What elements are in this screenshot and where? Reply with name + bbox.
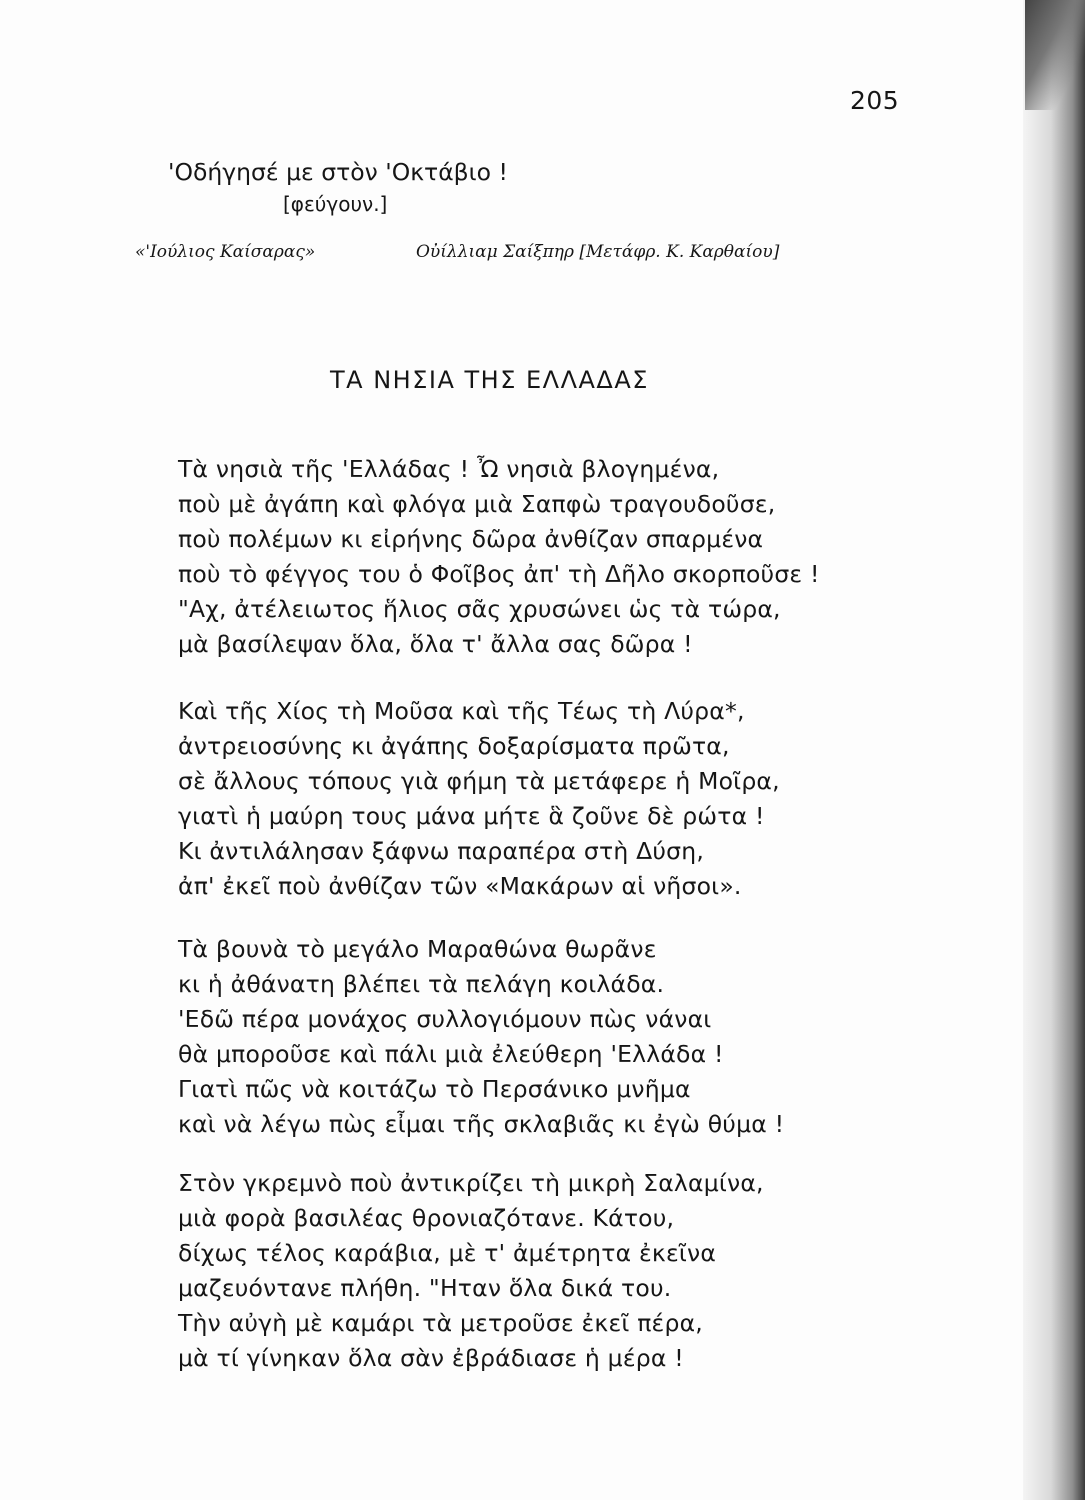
verse-line: Στὸν γκρεμνὸ ποὺ ἀντικρίζει τὴ μικρὴ Σαλαμίνα, [178, 1169, 764, 1197]
epigraph-line: 'Οδήγησέ με στὸν 'Οκτάβιο ! [168, 158, 508, 186]
verse-line: ἀπ' ἐκεῖ ποὺ ἀνθίζαν τῶν «Μακάρων αἱ νῆσοι». [178, 872, 742, 900]
verse-line: μὰ τί γίνηκαν ὅλα σὰν ἐβράδιασε ἡ μέρα ! [178, 1344, 684, 1372]
verse-line: Κι ἀντιλάλησαν ξάφνω παραπέρα στὴ Δύση, [178, 837, 705, 865]
poem-stanza [178, 694, 780, 904]
attribution-author: Οὐίλλιαμ Σαίξπηρ [Μετάφρ. Κ. Καρθαίου] [416, 242, 780, 262]
verse-line: ἀντρειοσύνης κι ἀγάπης δοξαρίσματα πρῶτα, [178, 732, 730, 760]
verse-line: μὰ βασίλεψαν ὅλα, ὅλα τ' ἄλλα σας δῶρα ! [178, 630, 693, 658]
verse-line: ποὺ πολέμων κι εἰρήνης δῶρα ἀνθίζαν σπαρμένα [178, 525, 764, 553]
poem-stanza [178, 1166, 764, 1376]
verse-line: "Αχ, ἀτέλειωτος ἥλιος σᾶς χρυσώνει ὡς τὰ τώρα, [178, 595, 781, 623]
poem-title: ΤΑ ΝΗΣΙΑ ΤΗΣ ΕΛΛΑΔΑΣ [330, 366, 649, 394]
verse-line: Τὴν αὐγὴ μὲ καμάρι τὰ μετροῦσε ἐκεῖ πέρα, [178, 1309, 703, 1337]
verse-line: Τὰ νησιὰ τῆς 'Ελλάδας ! Ὦ νησιὰ βλογημένα, [178, 455, 720, 483]
verse-line: θὰ μποροῦσε καὶ πάλι μιὰ ἐλεύθερη 'Ελλάδα ! [178, 1040, 724, 1068]
page-edge-shadow [1023, 0, 1085, 1500]
verse-line: ποὺ τὸ φέγγος του ὁ Φοῖβος ἀπ' τὴ Δῆλο σκορποῦσε ! [178, 560, 820, 588]
verse-line: Τὰ βουνὰ τὸ μεγάλο Μαραθώνα θωρᾶνε [178, 935, 657, 963]
poem-stanza [178, 452, 820, 662]
verse-line: μιὰ φορὰ βασιλέας θρονιαζότανε. Κάτου, [178, 1204, 675, 1232]
verse-line: ποὺ μὲ ἀγάπη καὶ φλόγα μιὰ Σαπφὼ τραγουδοῦσε, [178, 490, 776, 518]
verse-line: 'Εδῶ πέρα μονάχος συλλογιόμουν πὼς νάναι [178, 1005, 712, 1033]
verse-line: σὲ ἄλλους τόπους γιὰ φήμη τὰ μετάφερε ἡ Μοῖρα, [178, 767, 780, 795]
attribution-work: «'Ιούλιος Καίσαρας» [135, 242, 316, 262]
verse-line: δίχως τέλος καράβια, μὲ τ' ἀμέτρητα ἐκεῖνα [178, 1239, 717, 1267]
verse-line: γιατὶ ἡ μαύρη τους μάνα μήτε ἃ ζοῦνε δὲ ρώτα ! [178, 802, 765, 830]
verse-line: καὶ νὰ λέγω πὼς εἶμαι τῆς σκλαβιᾶς κι ἐγὼ θύμα ! [178, 1110, 785, 1138]
verse-line: Γιατὶ πῶς νὰ κοιτάζω τὸ Περσάνικο μνῆμα [178, 1075, 691, 1103]
verse-line: Καὶ τῆς Χίος τὴ Μοῦσα καὶ τῆς Τέως τὴ Λύρα*, [178, 697, 745, 725]
verse-line: μαζευόντανε πλήθη. "Ηταν ὅλα δικά του. [178, 1274, 672, 1302]
poem-stanza [178, 932, 784, 1142]
stage-direction: [φεύγουν.] [283, 192, 388, 216]
verse-line: κι ἡ ἀθάνατη βλέπει τὰ πελάγη κοιλάδα. [178, 970, 665, 998]
page-number: 205 [850, 86, 900, 115]
page-corner-shadow [1025, 0, 1085, 110]
